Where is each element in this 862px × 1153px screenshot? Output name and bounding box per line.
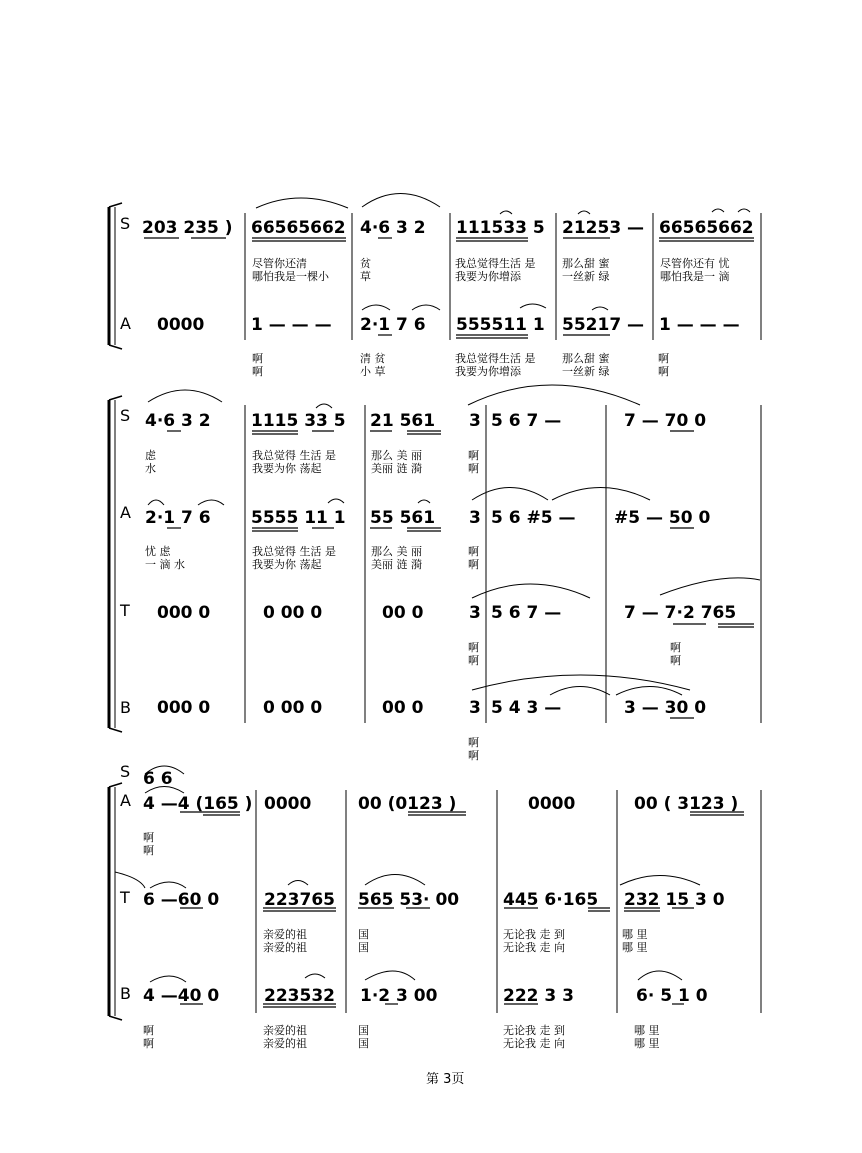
lyric: 尽管你还有 忧 bbox=[660, 257, 730, 270]
lyric: 我总觉得 生活 是 bbox=[252, 545, 336, 558]
lyric: 那么甜 蜜 bbox=[562, 352, 610, 365]
measure-cell: 223765 bbox=[264, 890, 335, 910]
measure-cell: 0000 bbox=[528, 794, 576, 814]
lyric: 啊 bbox=[468, 641, 479, 654]
measure-cell: 55 561 bbox=[370, 508, 436, 528]
measure-cell: 3 bbox=[469, 508, 481, 528]
measure-cell: 4 —40 0 bbox=[143, 986, 220, 1006]
measure-cell: 1 — — — bbox=[659, 315, 740, 335]
part-label-soprano: S bbox=[120, 762, 131, 781]
lyric: 美丽 涟 漪 bbox=[371, 462, 422, 475]
measure-cell: 4 —4 (165 ) bbox=[143, 794, 253, 814]
measure-cell: 66565662 bbox=[659, 218, 754, 238]
part-label-alto: A bbox=[120, 791, 131, 810]
measure-cell: 00 0 bbox=[382, 603, 424, 623]
measure-cell: 6 —60 0 bbox=[143, 890, 220, 910]
measure-cell: 222 3 3 bbox=[503, 986, 574, 1006]
measure-cell: 00 (0123 ) bbox=[358, 794, 457, 814]
part-label-soprano: S bbox=[120, 406, 131, 425]
lyric: 哪 里 bbox=[622, 928, 648, 941]
lyric: 国 bbox=[358, 941, 369, 954]
lyric: 啊 bbox=[658, 365, 669, 378]
measure-cell: 203 235 ) bbox=[142, 218, 233, 238]
lyric: 无论我 走 向 bbox=[503, 941, 565, 954]
measure-cell: 1115 33 5 bbox=[251, 411, 346, 431]
lyric: 美丽 涟 漪 bbox=[371, 558, 422, 571]
lyric: 那么甜 蜜 bbox=[562, 257, 610, 270]
lyric: 我要为你 荡起 bbox=[252, 558, 322, 571]
lyric: 啊 bbox=[468, 462, 479, 475]
lyric: 我要为你增添 bbox=[455, 365, 521, 378]
lyric: 啊 bbox=[252, 365, 263, 378]
lyric: 哪怕我是一 滴 bbox=[660, 270, 730, 283]
measure-cell: 0 00 0 bbox=[263, 603, 323, 623]
lyric: 水 bbox=[145, 462, 156, 475]
lyric: 那么 美 丽 bbox=[371, 449, 422, 462]
lyric: 尽管你还清 bbox=[252, 257, 307, 270]
measure-cell: 00 0 bbox=[382, 698, 424, 718]
measure-cell: 111533 5 bbox=[456, 218, 545, 238]
lyric: 亲爱的祖 bbox=[263, 941, 307, 954]
measure-cell: 3 bbox=[469, 411, 481, 431]
measure-cell: 3 bbox=[469, 698, 481, 718]
lyric: 我要为你 荡起 bbox=[252, 462, 322, 475]
measure-cell: 0 00 0 bbox=[263, 698, 323, 718]
lyric: 小 草 bbox=[360, 365, 386, 378]
lyric: 亲爱的祖 bbox=[263, 1037, 307, 1050]
measure-cell: 4·6 3 2 bbox=[145, 411, 211, 431]
lyric: 啊 bbox=[670, 641, 681, 654]
lyric: 啊 bbox=[143, 844, 154, 857]
lyric: 哪 里 bbox=[634, 1037, 660, 1050]
measure-cell: 6 6 bbox=[143, 769, 173, 789]
lyric: 一丝新 绿 bbox=[562, 365, 610, 378]
measure-cell: 000 0 bbox=[157, 603, 211, 623]
lyric: 无论我 走 到 bbox=[503, 1024, 565, 1037]
measure-cell: 6· 5 1 0 bbox=[636, 986, 708, 1006]
lyric: 清 贫 bbox=[360, 352, 386, 365]
lyric: 那么 美 丽 bbox=[371, 545, 422, 558]
part-label-bass: B bbox=[120, 984, 131, 1003]
lyric: 啊 bbox=[468, 545, 479, 558]
measure-cell: 555511 1 bbox=[456, 315, 545, 335]
lyric: 国 bbox=[358, 1024, 369, 1037]
measure-cell: 1·2 3 00 bbox=[360, 986, 438, 1006]
lyric: 哪 里 bbox=[622, 941, 648, 954]
measure-cell: 1 — — — bbox=[251, 315, 332, 335]
measure-cell: 2·1 7 6 bbox=[360, 315, 426, 335]
measure-cell: 0000 bbox=[157, 315, 205, 335]
measure-cell: 223532 bbox=[264, 986, 335, 1006]
part-label-bass: B bbox=[120, 698, 131, 717]
measure-cell: 445 6·165 bbox=[503, 890, 599, 910]
measure-cell: 0000 bbox=[264, 794, 312, 814]
measure-cell: 00 ( 3123 ) bbox=[634, 794, 739, 814]
lyric: 啊 bbox=[468, 749, 479, 762]
lyric: 我总觉得 生活 是 bbox=[252, 449, 336, 462]
lyric: 我总觉得生活 是 bbox=[455, 257, 536, 270]
lyric: 啊 bbox=[468, 558, 479, 571]
measure-cell: 7 — 70 0 bbox=[624, 411, 707, 431]
lyric: 一 滴 水 bbox=[145, 558, 185, 571]
lyric: 一丝新 绿 bbox=[562, 270, 610, 283]
lyric: 我总觉得生活 是 bbox=[455, 352, 536, 365]
lyric: 啊 bbox=[468, 736, 479, 749]
measure-cell: 3 bbox=[469, 603, 481, 623]
lyric: 啊 bbox=[143, 1037, 154, 1050]
measure-cell: 4·6 3 2 bbox=[360, 218, 426, 238]
measure-cell: 232 15 3 0 bbox=[624, 890, 725, 910]
measure-cell: 5 6 7 — bbox=[491, 411, 562, 431]
measure-cell: 5 6 #5 — bbox=[491, 508, 576, 528]
lyric: 国 bbox=[358, 1037, 369, 1050]
measure-cell: #5 — 50 0 bbox=[614, 508, 711, 528]
part-label-tenor: T bbox=[120, 888, 130, 907]
lyric: 哪怕我是一棵小 bbox=[252, 270, 329, 283]
lyric: 我要为你增添 bbox=[455, 270, 521, 283]
measure-cell: 3 — 30 0 bbox=[624, 698, 707, 718]
measure-cell: 21253 — bbox=[562, 218, 645, 238]
measure-cell: 7 — 7·2 765 bbox=[624, 603, 737, 623]
lyric: 啊 bbox=[658, 352, 669, 365]
part-label-tenor: T bbox=[120, 601, 130, 620]
measure-cell: 5 6 7 — bbox=[491, 603, 562, 623]
lyric: 亲爱的祖 bbox=[263, 1024, 307, 1037]
measure-cell: 21 561 bbox=[370, 411, 436, 431]
lyric: 啊 bbox=[468, 449, 479, 462]
lyric: 啊 bbox=[143, 831, 154, 844]
lyric: 无论我 走 向 bbox=[503, 1037, 565, 1050]
lyric: 啊 bbox=[252, 352, 263, 365]
lyric: 亲爱的祖 bbox=[263, 928, 307, 941]
lyric: 国 bbox=[358, 928, 369, 941]
lyric: 忧 虑 bbox=[145, 545, 171, 558]
lyric: 啊 bbox=[143, 1024, 154, 1037]
page-number: 第 3页 bbox=[426, 1072, 465, 1087]
part-label-soprano: S bbox=[120, 214, 131, 233]
lyric: 啊 bbox=[670, 654, 681, 667]
part-label-alto: A bbox=[120, 503, 131, 522]
lyric: 啊 bbox=[468, 654, 479, 667]
lyric: 贫 bbox=[360, 257, 371, 270]
part-label-alto: A bbox=[120, 314, 131, 333]
lyric: 虑 bbox=[145, 449, 156, 462]
measure-cell: 5 4 3 — bbox=[491, 698, 562, 718]
measure-cell: 5555 11 1 bbox=[251, 508, 346, 528]
lyric: 哪 里 bbox=[634, 1024, 660, 1037]
measure-cell: 55217 — bbox=[562, 315, 645, 335]
measure-cell: 66565662 bbox=[251, 218, 346, 238]
measure-cell: 2·1 7 6 bbox=[145, 508, 211, 528]
lyric: 草 bbox=[360, 270, 371, 283]
measure-cell: 000 0 bbox=[157, 698, 211, 718]
measure-cell: 565 53· 00 bbox=[358, 890, 460, 910]
lyric: 无论我 走 到 bbox=[503, 928, 565, 941]
